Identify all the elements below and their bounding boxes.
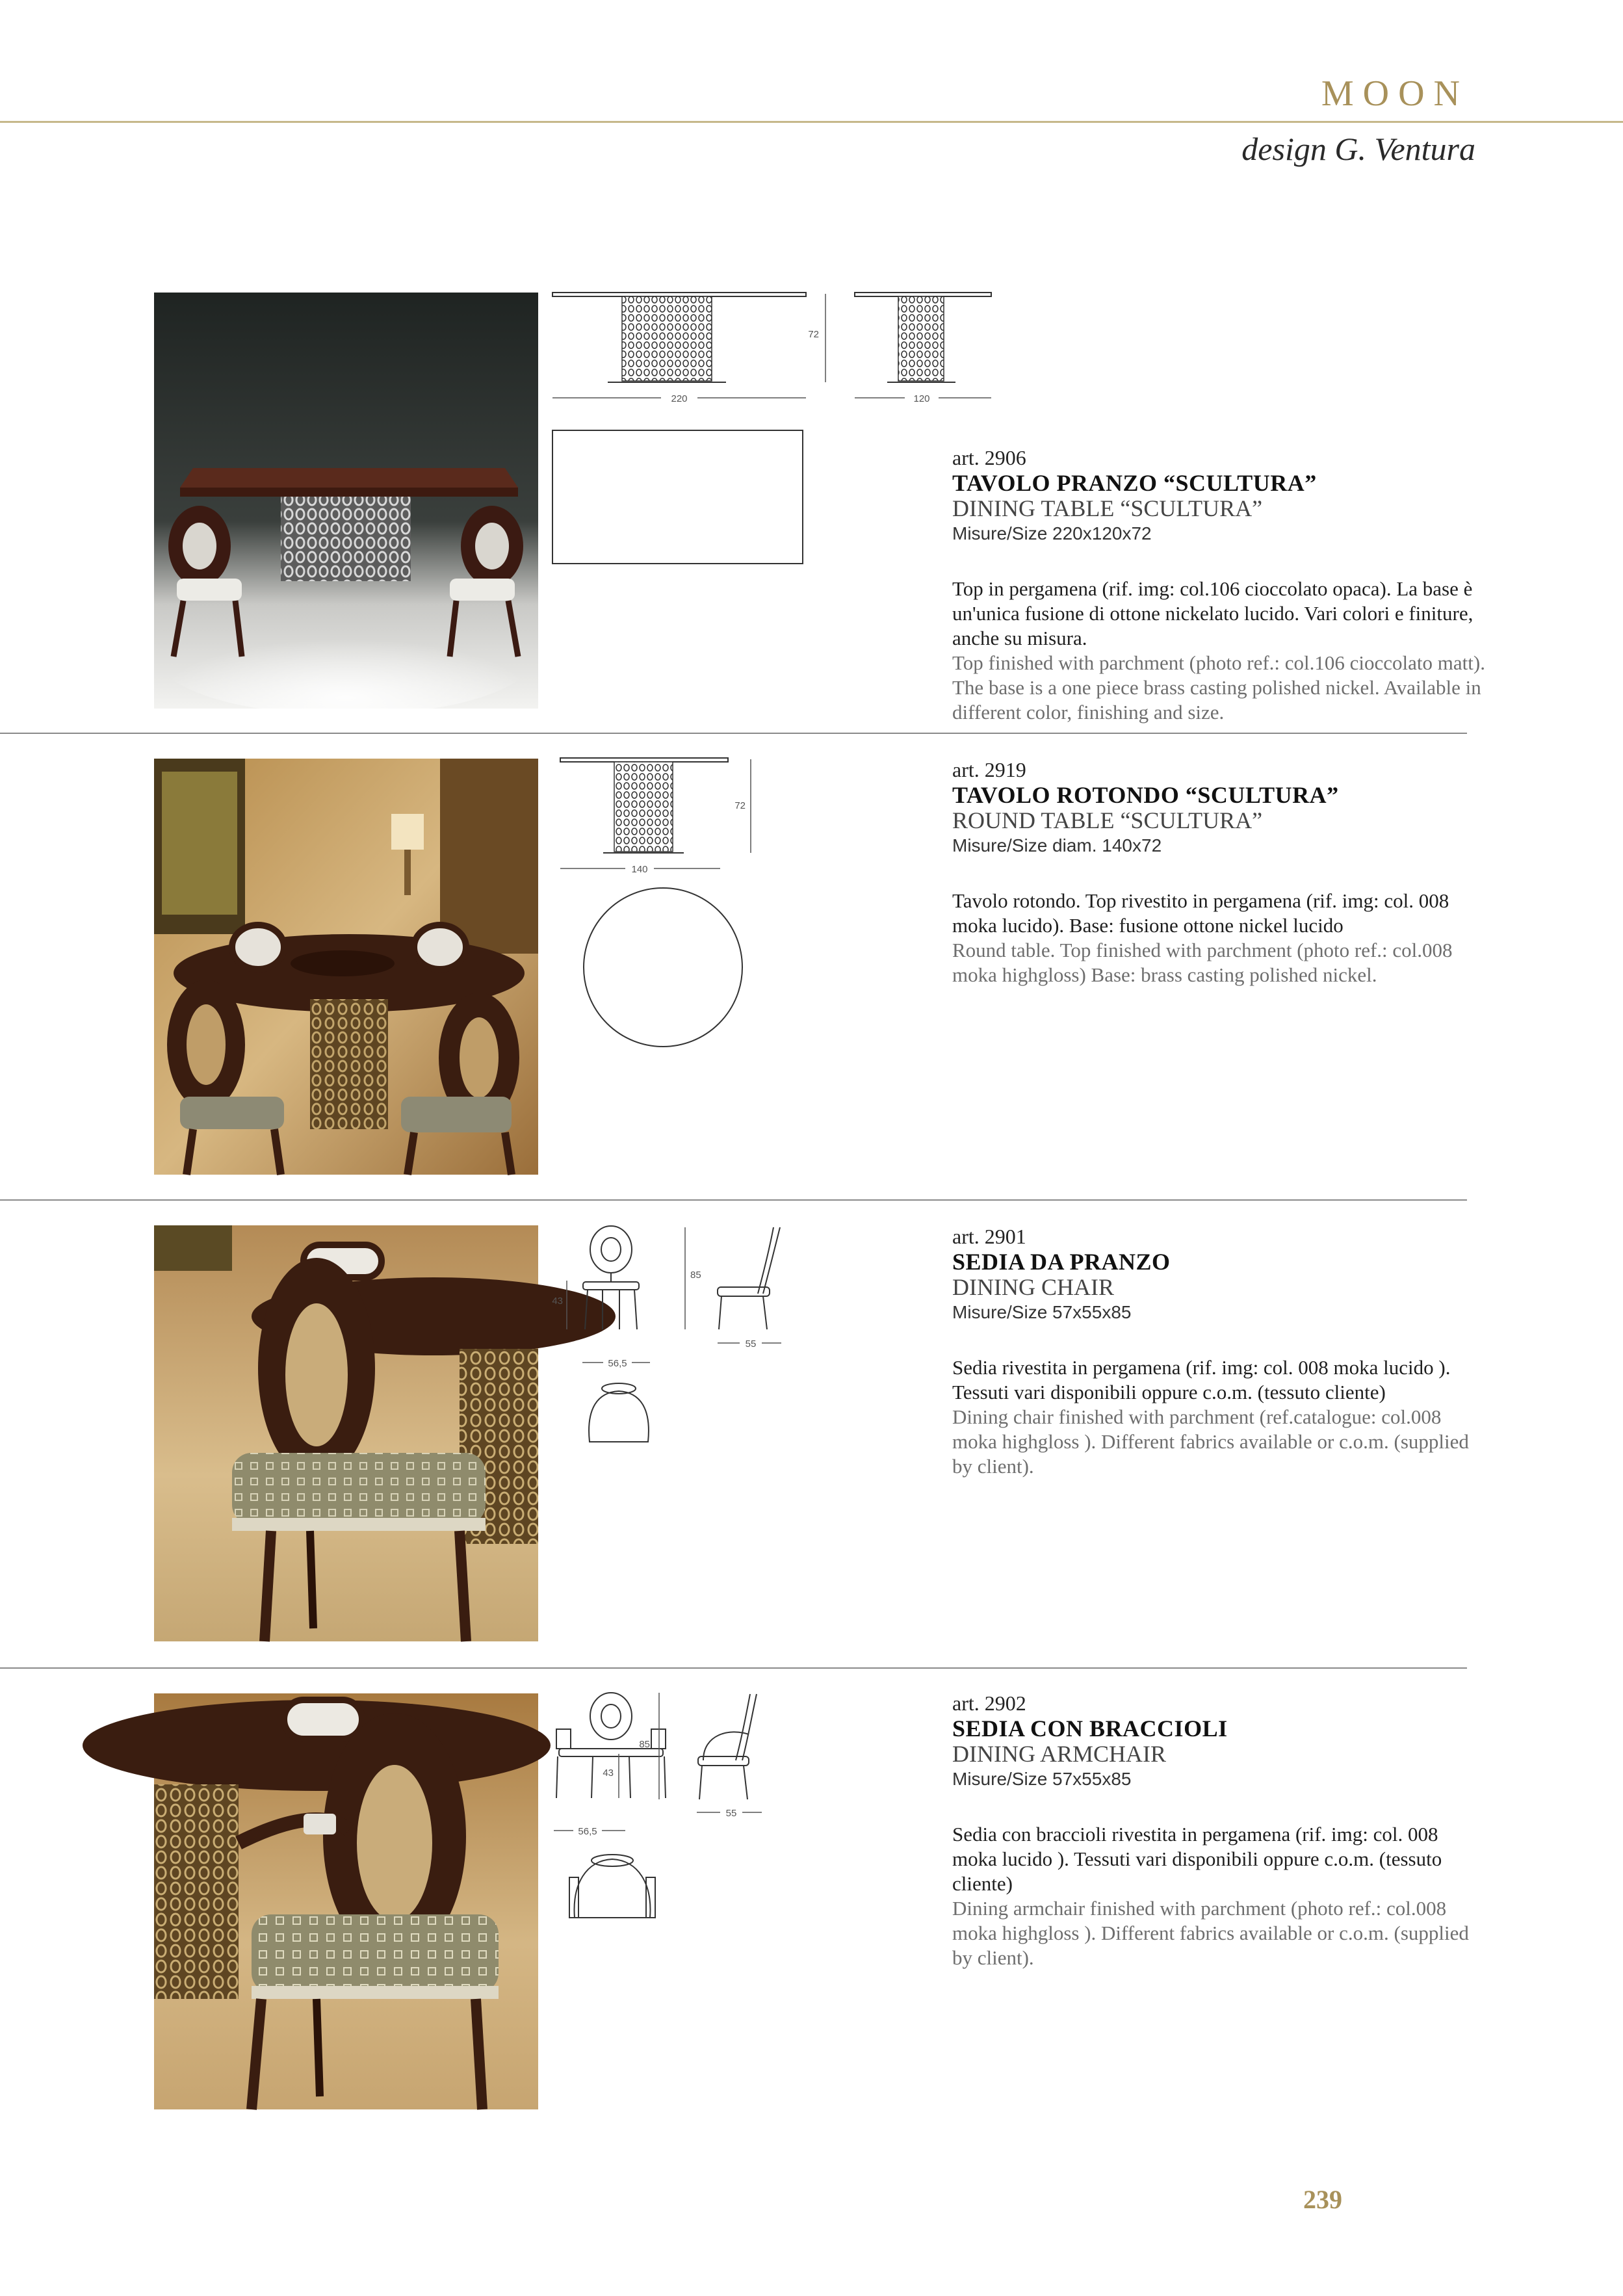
product-info-2906 bbox=[952, 445, 1485, 725]
dim-height-85: 85 bbox=[639, 1739, 650, 1750]
art-number: art. 2901 bbox=[952, 1225, 1026, 1248]
description-en: Dining chair finished with parchment (ref.catalogue: col.008 moka highgloss ). Different fabrics available or c.o.m. (supplied by client). bbox=[952, 1405, 1469, 1478]
brand-title: MOON bbox=[1321, 73, 1469, 114]
dim-height-85: 85 bbox=[690, 1270, 701, 1281]
designer-credit: design G. Ventura bbox=[1241, 131, 1475, 167]
section-divider bbox=[0, 1667, 1467, 1669]
dim-depth-55: 55 bbox=[725, 1808, 737, 1819]
description-it: Tavolo rotondo. Top rivestito in pergamena (rif. img: col. 008 moka lucido). Base: fusione ottone nickel lucido bbox=[952, 889, 1449, 937]
art-number: art. 2919 bbox=[952, 758, 1026, 781]
product-info-2919 bbox=[952, 757, 1485, 987]
product-name-it: TAVOLO ROTONDO “SCULTURA” bbox=[952, 782, 1339, 808]
product-size: Misure/Size 57x55x85 bbox=[952, 1769, 1132, 1789]
technical-drawing-round-table bbox=[552, 754, 767, 1082]
product-size: Misure/Size diam. 140x72 bbox=[952, 835, 1162, 855]
product-size: Misure/Size 220x120x72 bbox=[952, 523, 1152, 543]
art-number: art. 2906 bbox=[952, 446, 1026, 469]
page-number: 239 bbox=[1303, 2185, 1342, 2214]
product-name-en: DINING CHAIR bbox=[952, 1274, 1114, 1300]
product-info-2902 bbox=[952, 1691, 1485, 1970]
description-it: Top in pergamena (rif. img: col.106 cioccolato opaca). La base è un'unica fusione di ottone nickelato lucido. Vari colori e finiture, anche su misura. bbox=[952, 577, 1474, 649]
dim-width-56-5: 56,5 bbox=[578, 1826, 597, 1837]
description-it: Sedia rivestita in pergamena (rif. img: col. 008 moka lucido ). Tessuti vari disponibili oppure c.o.m. (tessuto cliente) bbox=[952, 1356, 1451, 1403]
technical-drawing-dining-armchair bbox=[554, 1689, 788, 1926]
product-info-2901 bbox=[952, 1224, 1485, 1479]
technical-drawing-dining-table bbox=[549, 286, 1004, 575]
art-number: art. 2902 bbox=[952, 1691, 1026, 1715]
product-photo-dining-armchair bbox=[154, 1693, 538, 2109]
product-name-en: DINING ARMCHAIR bbox=[952, 1741, 1167, 1767]
product-name-it: SEDIA DA PRANZO bbox=[952, 1249, 1171, 1275]
description-en: Round table. Top finished with parchment (photo ref.: col.008 moka highgloss) Base: brass casting polished nickel. bbox=[952, 939, 1453, 986]
product-name-en: ROUND TABLE “SCULTURA” bbox=[952, 807, 1263, 833]
dim-seat-43: 43 bbox=[552, 1296, 563, 1307]
product-photo-dining-table bbox=[154, 293, 538, 709]
dim-width-56-5: 56,5 bbox=[608, 1358, 627, 1369]
technical-drawing-dining-chair bbox=[554, 1222, 788, 1459]
description-it: Sedia con braccioli rivestita in pergamena (rif. img: col. 008 moka lucido ). Tessuti vari disponibili oppure c.o.m. (tessuto cliente) bbox=[952, 1823, 1442, 1895]
product-name-en: DINING TABLE “SCULTURA” bbox=[952, 495, 1263, 521]
dim-depth-55: 55 bbox=[745, 1338, 757, 1350]
product-size: Misure/Size 57x55x85 bbox=[952, 1302, 1132, 1322]
product-name-it: TAVOLO PRANZO “SCULTURA” bbox=[952, 470, 1317, 496]
description-en: Top finished with parchment (photo ref.: col.106 cioccolato matt). The base is a one piece brass casting polished nickel. Available in different color, finishing and size. bbox=[952, 651, 1485, 724]
description-en: Dining armchair finished with parchment (photo ref.: col.008 moka highgloss ). Different fabrics available or c.o.m. (supplied by client). bbox=[952, 1897, 1469, 1969]
product-photo-round-table bbox=[154, 759, 538, 1175]
dim-depth-120: 120 bbox=[913, 393, 930, 404]
dim-diameter-140: 140 bbox=[631, 864, 648, 875]
dim-height-72: 72 bbox=[808, 329, 819, 340]
section-divider bbox=[0, 733, 1467, 734]
dim-height-72: 72 bbox=[734, 800, 746, 811]
product-name-it: SEDIA CON BRACCIOLI bbox=[952, 1715, 1228, 1742]
section-divider bbox=[0, 1199, 1467, 1201]
header-rule bbox=[0, 121, 1623, 123]
product-photo-dining-chair bbox=[154, 1225, 538, 1641]
dim-width-220: 220 bbox=[671, 393, 688, 404]
dim-seat-43: 43 bbox=[603, 1768, 614, 1779]
